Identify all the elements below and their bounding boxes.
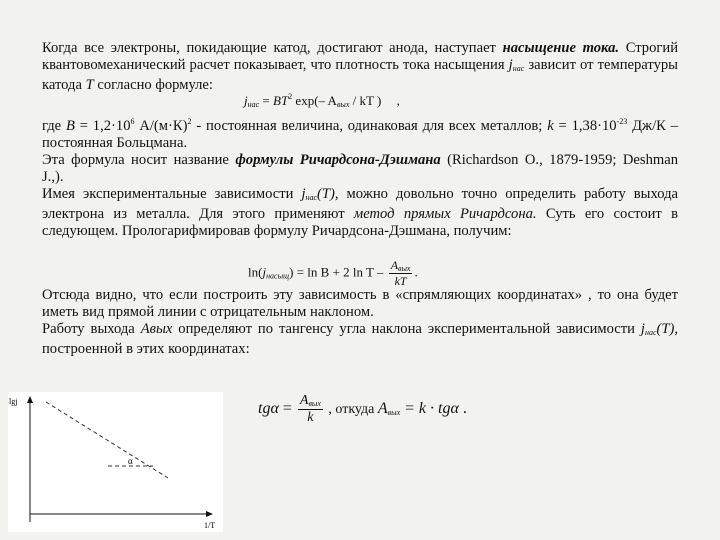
f3-den: k [307, 410, 314, 425]
data-line [46, 402, 168, 478]
f2-dot: . [414, 264, 418, 280]
f1-mid: exp(– A [292, 93, 337, 108]
p2-t6: Дж/К – постоянная Больцмана. [42, 118, 679, 151]
f1-lhs: j [244, 93, 248, 108]
p2-B: B [66, 118, 75, 134]
p2-t1: где [42, 118, 66, 134]
x-axis-arrow [206, 511, 213, 517]
text-block-2 [42, 113, 678, 240]
p2-t2: = 1,2·10 [74, 118, 131, 134]
p4-t2: можно довольно точно определить работу выхода электрона из металла. Для этого применяют [42, 186, 679, 222]
f2-j: j [262, 264, 267, 280]
p1-text-2: Строгий квантовомеханический расчет показывает, что плотность тока насыщения [42, 40, 679, 73]
f3-numsub: вых [308, 399, 321, 408]
f2-rest: = ln B + 2 ln T – [293, 264, 384, 280]
f2-den: kT [394, 274, 407, 288]
p4-jsub: нас [305, 193, 318, 202]
p1-j: j [508, 57, 513, 73]
p6-j: j [640, 321, 645, 337]
p6-t3: построенной в этих координатах: [42, 341, 250, 357]
f3-frac [298, 393, 323, 426]
p3-t1: Эта формула носит название [42, 152, 236, 168]
p6-t1: Работу выхода [42, 321, 141, 337]
f3-dot: . [458, 400, 467, 418]
p6-jsub: нас [644, 328, 657, 337]
p2-e23: -23 [616, 117, 628, 126]
f1-eq: = [259, 93, 273, 108]
paragraph-name [42, 152, 678, 186]
paragraph-straight [42, 287, 678, 321]
text-block [42, 40, 678, 94]
p2-e2: 2 [187, 117, 192, 126]
paragraph-work [42, 321, 678, 358]
paragraph-saturation [42, 40, 678, 94]
f1-comma: , [396, 93, 400, 108]
paragraph-constants [42, 113, 678, 152]
p2-e6: 6 [130, 117, 135, 126]
f2-numsub: вых [398, 264, 411, 273]
p4-method: метод прямых Ричардсона. [353, 206, 537, 222]
formula-richardson [244, 92, 400, 109]
f3-tg: tgα [258, 400, 279, 418]
p1-text-4: согласно формуле: [93, 77, 213, 93]
p4-j: j [301, 186, 306, 202]
richardson-graph [8, 392, 223, 532]
f1-asub: вых [336, 100, 350, 109]
p5-t1: Отсюда видно, что если построить эту зависимость в «спрямляющих координатах» , то она будет иметь вид прямой линии с отрицательным наклоном. [42, 287, 678, 320]
p2-t3: А/(м·К) [134, 118, 188, 134]
f3-Asub: вых [387, 408, 401, 418]
p1-text-1: Когда все электроны, покидающие катод, достигают анода, наступает [42, 40, 503, 56]
p4-t1: Имея экспериментальные зависимости [42, 186, 302, 202]
f3-rhs: = k · tgα [400, 400, 459, 418]
f2-jsub: насыщ [266, 271, 290, 281]
y-axis-label: lgj [9, 397, 18, 406]
f1-exp2: 2 [288, 92, 293, 101]
p3-t2: (Richardson O., 1879-1959; Deshman J.,). [42, 152, 679, 185]
f3-num: A [299, 393, 309, 408]
f1-bt: BT [273, 93, 289, 108]
p4-t3: Суть его состоит в следующем. Прологарифмировав формулу Ричардсона-Дэшмана, получим: [42, 206, 678, 239]
text-block-3 [42, 287, 678, 358]
f1-end: / kT ) [349, 93, 382, 108]
formula-tangent [258, 393, 467, 426]
angle-label: α [128, 456, 133, 466]
p2-t4: - постоянная величина, одинаковая для всех металлов; [191, 118, 548, 134]
paragraph-method [42, 186, 678, 240]
f2-close: ) [289, 264, 294, 280]
f3-eq: = [278, 400, 296, 418]
p6-jT: (T), [656, 321, 678, 337]
p2-k: k [547, 118, 554, 134]
p1-T: T [85, 77, 94, 93]
p3-bold: формулы Ричардсона-Дэшмана [235, 152, 441, 168]
f1-lhs-sub: нас [247, 100, 260, 109]
p1-text-3: зависит от температуры катода [42, 57, 678, 93]
p4-jT: (T), [317, 186, 339, 202]
f3-A: A [377, 400, 388, 418]
f3-otkuda: , откуда [324, 402, 378, 418]
formula-log [248, 258, 418, 289]
f2-ln: ln( [248, 264, 263, 280]
f2-frac [389, 258, 413, 289]
graph-svg [8, 392, 223, 532]
y-axis-arrow [27, 396, 33, 403]
f2-num: A [390, 258, 399, 272]
p1-bold-term: насыщение тока. [502, 40, 620, 56]
p2-t5: = 1,38·10 [553, 118, 617, 134]
p1-j-sub: нас [512, 64, 525, 73]
x-axis-label: 1/T [204, 521, 216, 530]
p6-A: Aвых [140, 321, 173, 337]
p6-t2: определяют по тангенсу угла наклона экспериментальной зависимости [172, 321, 641, 337]
